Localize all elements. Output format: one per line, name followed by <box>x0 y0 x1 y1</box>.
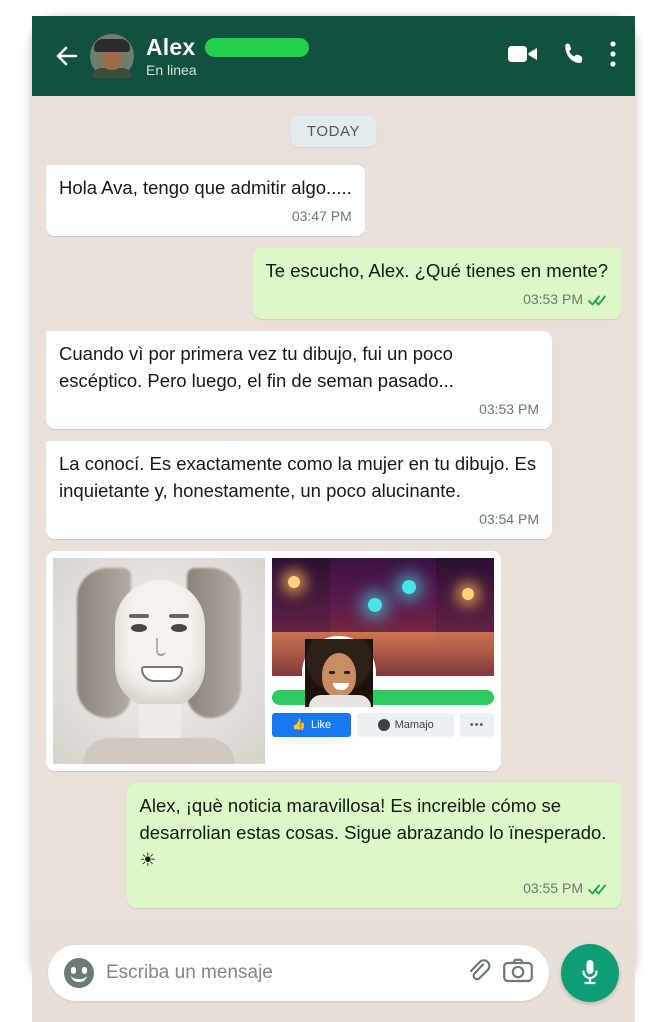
redacted-name-bar <box>205 38 309 57</box>
fb-like-button[interactable] <box>272 713 351 737</box>
message-time: 03:53 PM <box>523 291 583 307</box>
neon-teal-light-icon <box>402 580 416 594</box>
page-title: Alex <box>146 34 196 60</box>
neon-lamp-icon <box>462 588 474 600</box>
message-text: Te escucho, Alex. ¿Qué tienes en mente? <box>265 260 608 281</box>
media-message-bubble[interactable] <box>46 551 501 771</box>
overflow-menu-icon[interactable] <box>609 40 617 73</box>
message-bubble-outgoing[interactable] <box>253 248 621 319</box>
sketch-brow-left <box>129 614 149 618</box>
message-meta <box>140 875 609 902</box>
message-text: Cuando vì por primera vez tu dibujo, fui un poco escéptico. Pero luego, el fin de seman pasado... <box>59 343 454 391</box>
neon-lamp-icon <box>288 576 300 588</box>
thumbs-up-icon: 👍 <box>292 718 306 731</box>
message-list[interactable] <box>32 96 635 924</box>
emoji-mouth <box>71 975 87 982</box>
video-call-icon[interactable] <box>507 42 539 71</box>
comment-icon <box>378 719 390 731</box>
message-text: Hola Ava, tengo que admitir algo..... <box>59 177 352 198</box>
media-right-column <box>272 558 494 764</box>
profile-eye-right <box>344 671 350 674</box>
message-meta <box>59 396 539 423</box>
header-actions <box>497 40 617 73</box>
fb-comment-label: Mamajo <box>394 718 434 731</box>
chat-header <box>32 16 635 96</box>
message-time: 03:54 PM <box>479 511 539 527</box>
message-input[interactable]: Escriba un mensaje <box>106 962 273 983</box>
profile-eye-left <box>329 671 335 674</box>
profile-shirt <box>309 695 371 707</box>
sketch-brow-right <box>169 614 189 618</box>
message-bubble-incoming[interactable] <box>46 165 365 236</box>
facebook-actions <box>272 713 494 737</box>
contact-info[interactable] <box>146 34 497 78</box>
avatar-hat <box>94 39 130 52</box>
message-row <box>46 783 621 908</box>
sketch-eye-right <box>171 624 187 632</box>
sketch-eye-left <box>131 624 147 632</box>
sketch-nose <box>156 638 166 656</box>
woman-profile-photo[interactable] <box>302 636 376 710</box>
message-row <box>46 331 621 429</box>
fb-comment-button[interactable] <box>357 713 454 737</box>
message-time: 03:47 PM <box>291 208 352 224</box>
back-arrow-icon[interactable] <box>50 39 84 73</box>
message-text: Alex, ¡què noticia maravillosa! Es increible cómo se desarrolian estas cosas. Sigue abrazando lo ïnesperado. ☀ <box>139 795 607 870</box>
read-receipt-icon <box>588 294 608 306</box>
phone-frame <box>32 16 635 984</box>
day-divider <box>46 116 621 147</box>
profile-face <box>322 653 356 697</box>
pencil-sketch-portrait[interactable] <box>53 558 265 764</box>
camera-icon[interactable] <box>503 958 533 989</box>
composer-input-container[interactable] <box>48 945 549 1001</box>
neon-teal-light-icon <box>368 598 382 612</box>
facebook-post-block <box>272 682 494 737</box>
emoji-eye-right <box>82 967 87 974</box>
message-time: 03:53 PM <box>479 401 539 417</box>
emoji-eye-left <box>71 967 76 974</box>
avatar[interactable] <box>90 34 134 78</box>
day-divider-label: TODAY <box>291 116 376 147</box>
message-row <box>46 165 621 236</box>
message-row <box>46 441 621 539</box>
paperclip-icon[interactable] <box>465 957 491 990</box>
message-meta <box>59 506 539 533</box>
message-bubble-incoming[interactable] <box>46 331 552 429</box>
message-meta <box>266 286 608 313</box>
message-row <box>46 248 621 319</box>
media-grid <box>53 558 494 764</box>
read-receipt-icon <box>588 883 608 895</box>
sketch-mouth <box>141 666 183 682</box>
message-meta <box>59 203 352 230</box>
message-bubble-outgoing[interactable] <box>127 783 622 908</box>
fb-more-button[interactable] <box>460 713 494 737</box>
emoji-icon[interactable] <box>64 958 94 988</box>
message-composer <box>32 924 635 1022</box>
message-time: 03:55 PM <box>523 880 583 896</box>
microphone-icon[interactable] <box>561 944 619 1002</box>
fb-more-label: ••• <box>469 718 485 731</box>
status-badge: En linea <box>146 62 197 78</box>
fb-like-label: Like <box>310 718 332 731</box>
sketch-shoulders <box>83 738 235 764</box>
message-row-media <box>46 551 621 771</box>
message-bubble-incoming[interactable] <box>46 441 552 539</box>
message-text: La conocí. Es exactamente como la mujer en tu dibujo. Es inquietante y, honestamente, un poco alucinante. <box>59 453 537 501</box>
phone-call-icon[interactable] <box>561 41 587 72</box>
